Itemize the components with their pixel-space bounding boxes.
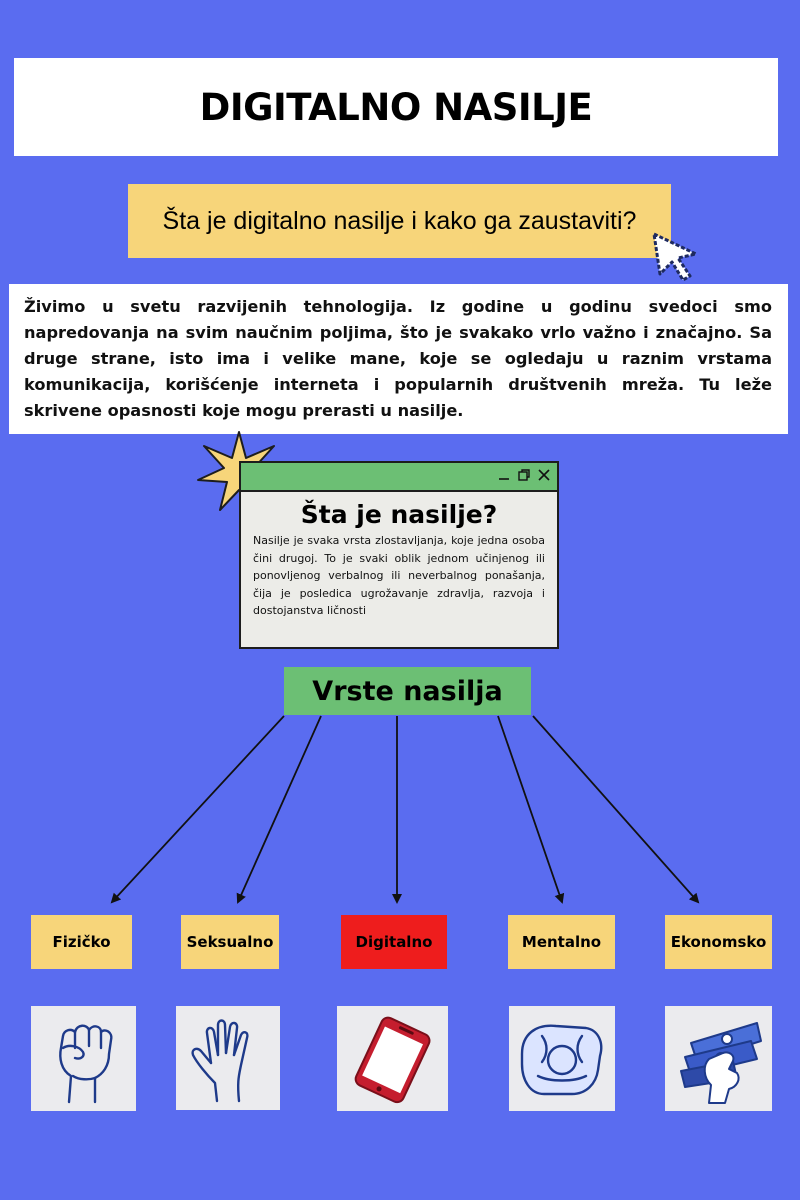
window-body-text: Nasilje je svaka vrsta zlostavljanja, koje jedna osoba čini drugoj. To je svaki oblik jednom učinjenog ili ponovljenog verbalnog ili neverbalnog ponašanja, čija je posledica ugrožavanje zdravlja, razvoja i dostojanstva ličnosti <box>253 534 545 617</box>
open-hand-icon <box>183 1013 273 1103</box>
hand-with-money-icon <box>671 1013 767 1105</box>
window-title: Šta je nasilje? <box>300 500 498 529</box>
type-label-mentalno: Mentalno <box>508 915 615 969</box>
type-label-fizicko: Fizičko <box>31 915 132 969</box>
arrow-seksualno <box>238 716 321 902</box>
image-fizicko <box>31 1006 136 1111</box>
question-text: Šta je digitalno nasilje i kako ga zaustaviti? <box>162 206 637 235</box>
types-heading: Vrste nasilja <box>312 675 503 707</box>
image-ekonomsko <box>665 1006 772 1111</box>
arrow-mentalno <box>498 716 562 902</box>
pointing-fist-icon <box>516 1014 608 1104</box>
type-label-digitalno: Digitalno <box>341 915 447 969</box>
smartphone-icon <box>345 1011 441 1107</box>
arrow-fizicko <box>112 716 284 902</box>
arrow-ekonomsko <box>533 716 698 902</box>
image-seksualno <box>176 1006 280 1110</box>
type-label-seksualno: Seksualno <box>181 915 279 969</box>
intro-text: Živimo u svetu razvijenih tehnologija. Iz godine u godinu svedoci smo napredovanja na svim naučnim poljima, što je svakako vrlo važno i značajno. Sa druge strane, isto ima i velike mane, koje se ogledaju u raznim vrstama komunikacija, korišćenje interneta i popularnih društvenih mreža. Tu leže skrivene opasnosti koje mogu prerasti u nasilje. <box>24 297 772 420</box>
image-mentalno <box>509 1006 615 1111</box>
fist-icon <box>39 1014 129 1104</box>
type-label-ekonomsko: Ekonomsko <box>665 915 772 969</box>
page-title: DIGITALNO NASILJE <box>199 85 593 129</box>
image-digitalno <box>337 1006 448 1111</box>
